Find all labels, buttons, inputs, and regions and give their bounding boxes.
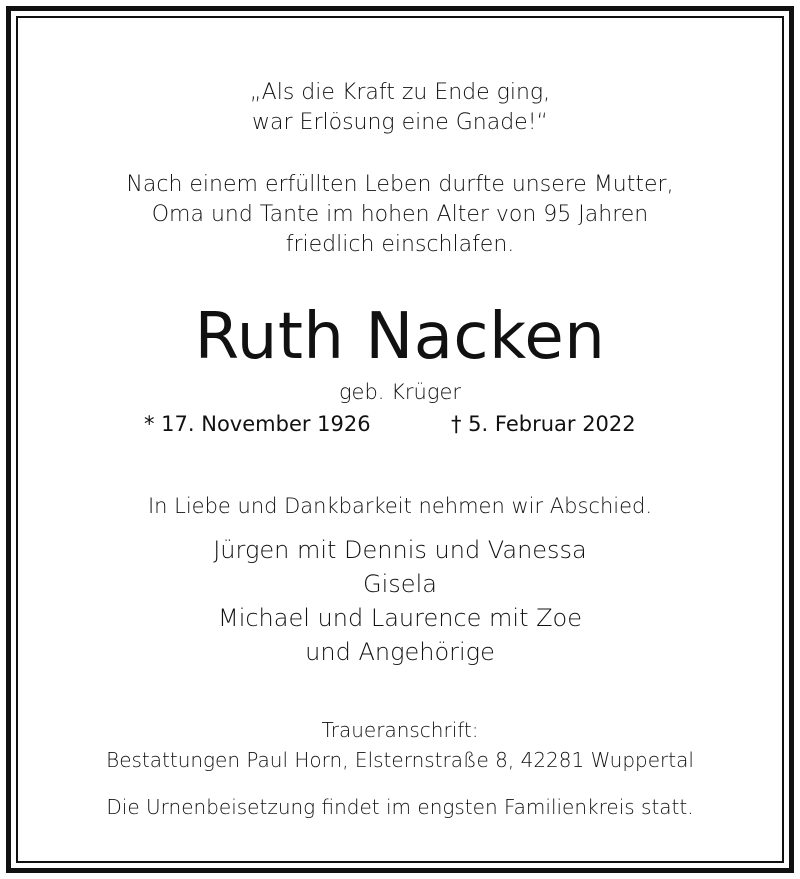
death-date: † 5. Februar 2022: [451, 412, 636, 436]
quote-line-2: war Erlösung eine Gnade!“: [252, 110, 548, 135]
intro-line-3: friedlich einschlafen.: [285, 232, 515, 257]
intro-line-2: Oma und Tante im hohen Alter von 95 Jahren: [151, 202, 649, 227]
quote-line-1: „Als die Kraft zu Ende ging,: [249, 80, 551, 105]
address-label: Traueranschrift:: [321, 718, 479, 742]
deceased-name: Ruth Nacken: [194, 300, 606, 374]
birth-name: geb. Krüger: [338, 380, 462, 404]
family-line-2: Gisela: [363, 570, 437, 598]
intro-line-1: Nach einem erfüllten Leben durfte unsere Mutter,: [126, 172, 674, 197]
dates-row: [0, 412, 800, 442]
family-line-3: Michael und Laurence mit Zoe: [217, 604, 582, 632]
address-line: Bestattungen Paul Horn, Elsternstraße 8, 42281 Wuppertal: [106, 748, 694, 772]
family-line-1: Jürgen mit Dennis und Vanessa: [213, 536, 587, 564]
farewell-line: In Liebe und Dankbarkeit nehmen wir Abschied.: [147, 494, 653, 518]
burial-note: Die Urnenbeisetzung findet im engsten Familienkreis statt.: [106, 795, 694, 819]
birth-date: * 17. November 1926: [144, 412, 371, 436]
family-line-4: und Angehörige: [305, 638, 495, 666]
